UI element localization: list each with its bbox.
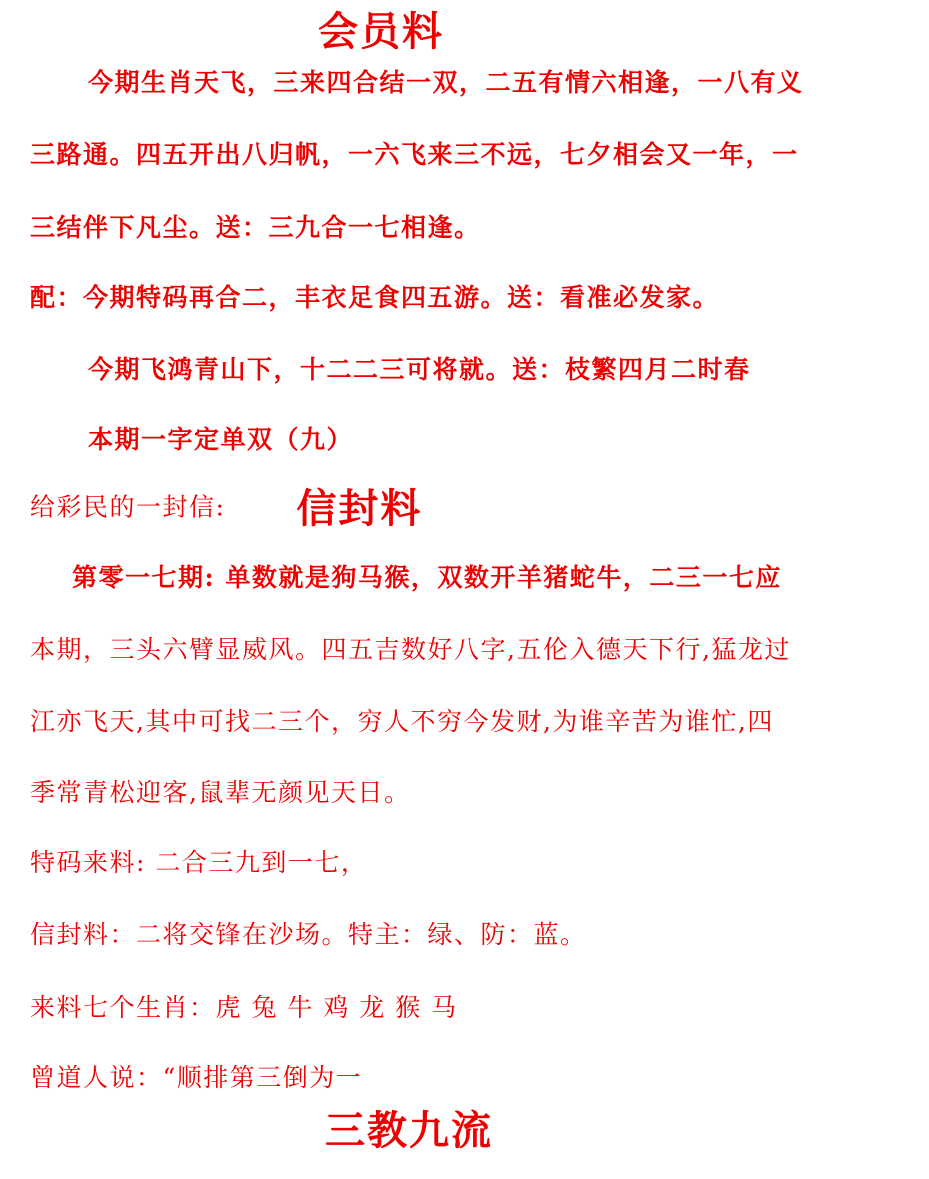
letter-intro: 给彩民的一封信: — [30, 492, 226, 522]
zodiac-line: 来料七个生肖：虎 兔 牛 鸡 龙 猴 马 — [30, 993, 458, 1022]
member-line-2: 三路通。四五开出八归帆，一六飞来三不远，七夕相会又一年，一 — [30, 140, 799, 169]
member-line-4: 配：今期特码再合二，丰衣足食四五游。送：看准必发家。 — [30, 283, 720, 312]
member-line-1: 今期生肖天飞，三来四合结一双，二五有情六相逢，一八有义 — [88, 68, 804, 97]
envelope-line: 信封料：二将交锋在沙场。特主：绿、防：蓝。 — [30, 920, 587, 949]
member-line-6: 本期一字定单双（九） — [88, 425, 354, 454]
special-code-line: 特码来料: 二合三九到一七， — [30, 848, 368, 877]
member-section-title: 会员料 — [318, 8, 444, 55]
footer-title: 三教九流 — [325, 1107, 493, 1154]
member-line-3: 三结伴下凡尘。送：三九合一七相逢。 — [30, 213, 481, 242]
saying-line: 曾道人说：“顺排第三倒为一 — [30, 1063, 363, 1092]
letter-line-1: 第零一七期: 单数就是狗马猴，双数开羊猪蛇牛，二三一七应 — [72, 563, 782, 592]
letter-line-2: 本期，三头六臂显威风。四五吉数好八字,五伦入德天下行,猛龙过 — [30, 635, 791, 664]
letter-line-4: 季常青松迎客,鼠辈无颜见天日。 — [30, 778, 411, 807]
letter-header — [30, 485, 422, 533]
letter-line-3: 江亦飞天,其中可找二三个，穷人不穷今发财,为谁辛苦为谁忙,四 — [30, 707, 774, 736]
letter-section-title: 信封料 — [296, 485, 423, 532]
member-line-5: 今期飞鸿青山下，十二二三可将就。送：枝繁四月二时春 — [88, 355, 751, 384]
